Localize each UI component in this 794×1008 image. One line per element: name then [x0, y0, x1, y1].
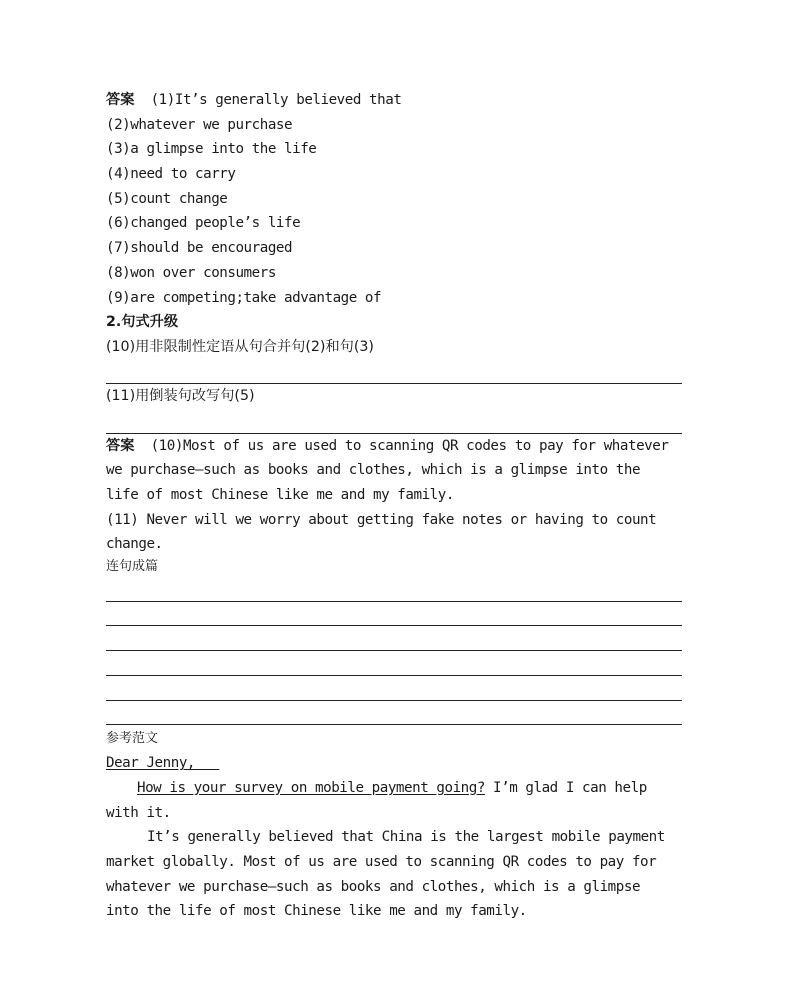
writing-line: [106, 701, 682, 726]
paragraph-2-line-3: whatever we purchase—such as books and clothes, which is a glimpse: [106, 878, 641, 895]
document-page: [106, 88, 682, 924]
underlined-sentence: How is your survey on mobile payment going?: [137, 779, 485, 796]
paragraph-2-line-4: into the life of most Chinese like me and my family.: [106, 903, 527, 920]
section-title-sentence-upgrade: 2.句式升级: [106, 314, 179, 331]
writing-line: [106, 651, 682, 676]
paragraph-1-rest: I’m glad I can help: [484, 779, 647, 796]
answer-label: 答案: [106, 437, 135, 454]
paragraph-1-line-2: with it.: [106, 804, 171, 821]
answer2-line-5: change.: [106, 536, 163, 553]
answer2-text-1: (10)Most of us are used to scanning QR codes to pay for whatever: [150, 437, 669, 454]
answer2-line-4: (11) Never will we worry about getting fake notes or having to count: [106, 511, 657, 528]
writing-line: [106, 360, 682, 385]
answer-item-9: (9)are competing;take advantage of: [106, 289, 382, 306]
letter-greeting: [106, 751, 682, 776]
answer2-line-1: [106, 434, 682, 459]
answer2-line-2: we purchase—such as books and clothes, which is a glimpse into the: [106, 462, 641, 479]
answer-item-4: (4)need to carry: [106, 166, 236, 183]
answer-item-1: (1)It’s generally believed that: [150, 92, 402, 108]
answer-line-1: [106, 88, 682, 113]
answer-item-2: (2)whatever we purchase: [106, 116, 293, 133]
answer-item-7: (7)should be encouraged: [106, 240, 293, 257]
task-10-prompt: (10)用非限制性定语从句合并句(2)和句(3): [106, 338, 374, 355]
answer2-line-3: life of most Chinese like me and my family.: [106, 487, 454, 503]
writing-line: [106, 577, 682, 602]
answer-item-3: (3)a glimpse into the life: [106, 141, 317, 158]
paragraph-1-line-1: [106, 776, 682, 801]
answer-item-5: (5)count change: [106, 190, 228, 207]
answer-item-8: (8)won over consumers: [106, 264, 276, 281]
answer-item-6: (6)changed people’s life: [106, 215, 301, 232]
writing-line: [106, 602, 682, 627]
writing-line: [106, 409, 682, 434]
task-11-prompt: (11)用倒装句改写句(5): [106, 388, 255, 405]
writing-line: [106, 626, 682, 651]
writing-line: [106, 676, 682, 701]
sample-essay-title: 参考范文: [106, 731, 159, 747]
answer-label: 答案: [106, 92, 135, 108]
paragraph-2-line-1: It’s generally believed that China is the largest mobile payment: [147, 829, 665, 846]
section-title-compose: 连句成篇: [106, 559, 159, 575]
greeting-text: Dear Jenny,: [106, 755, 196, 772]
paragraph-2-line-2: market globally. Most of us are used to scanning QR codes to pay for: [106, 853, 657, 870]
